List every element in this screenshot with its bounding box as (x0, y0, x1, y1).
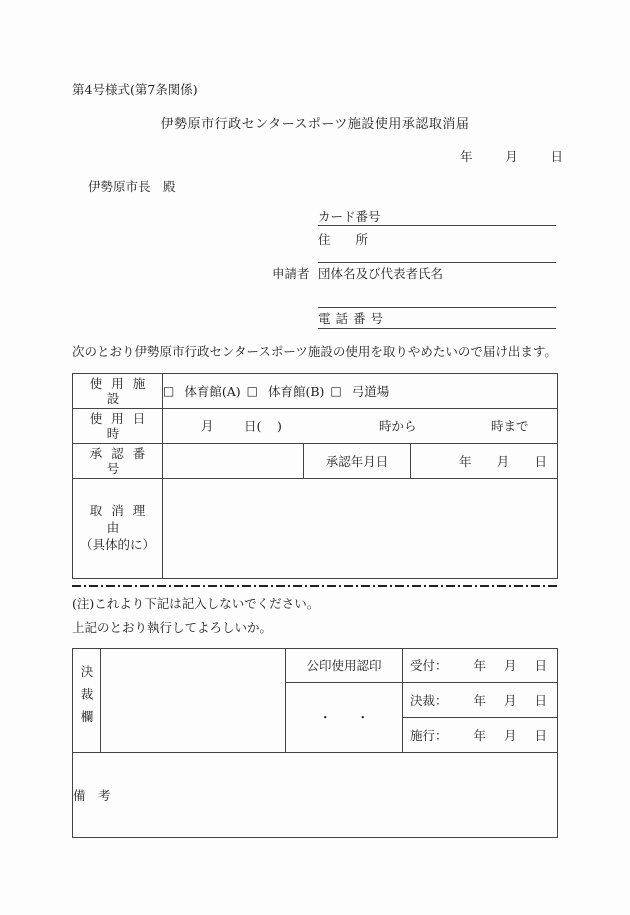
reception-label: 受付： (410, 658, 448, 673)
cancellation-reason-label-line2: （具体的に） (79, 536, 155, 552)
official-seal-label: 公印使用認印 (286, 649, 403, 683)
execution-day-label: 日 (534, 727, 547, 743)
cancellation-reason-label-line1: 取消理由 (89, 503, 155, 536)
decision-date-row[interactable] (403, 683, 558, 718)
remarks-field[interactable] (73, 753, 558, 838)
checkbox-gym-b[interactable]: □ (246, 383, 258, 398)
statement-text: 次のとおり伊勢原市行政センタースポーツ施設の使用を取りやめたいので届け出ます。 (72, 344, 557, 359)
approval-stamp-area[interactable] (101, 649, 286, 753)
execution-question: 上記のとおり執行してよろしいか。 (72, 620, 273, 635)
facility-option-gym-b-label: 体育館(B) (267, 383, 325, 399)
approval-date-label: 承認年月日 (304, 444, 411, 479)
approval-date-year-label: 年 (459, 453, 472, 469)
decision-column-label-cell (73, 649, 101, 753)
facility-options-cell (163, 374, 558, 409)
facility-option-kyudo (330, 384, 389, 399)
reception-year-label: 年 (473, 658, 487, 673)
official-seal-date-area[interactable]: ・ ・ (286, 683, 403, 753)
reception-month-label: 月 (504, 658, 517, 673)
decision-day-label: 日 (534, 692, 547, 708)
date-month-label: 月 (505, 149, 518, 164)
card-number-field[interactable] (318, 225, 556, 226)
form-number: 第4号様式(第7条関係) (72, 82, 198, 97)
checkbox-gym-a[interactable]: □ (163, 383, 175, 398)
checkbox-kyudo[interactable]: □ (330, 383, 342, 398)
remarks-label: 備 考 (73, 787, 111, 803)
decision-label: 決裁： (410, 692, 448, 708)
approval-date-month-label: 月 (496, 453, 510, 469)
date-day-label: 日 (550, 149, 563, 164)
cancellation-reason-label (73, 479, 163, 579)
datetime-field[interactable] (163, 409, 558, 444)
reception-date-row[interactable] (403, 649, 558, 683)
datetime-until-label: 時まで (491, 418, 529, 434)
phone-number-label: 電話番号 (318, 311, 389, 326)
addressee: 伊勢原市長 殿 (88, 179, 176, 194)
decision-column-label: 決裁欄 (79, 665, 94, 733)
execution-month-label: 月 (504, 727, 517, 743)
datetime-day-label: 日( (244, 418, 262, 434)
phone-number-field[interactable] (318, 328, 556, 329)
facility-option-gym-a (163, 384, 241, 399)
execution-label: 施行： (410, 727, 448, 743)
address-label: 住 所 (318, 232, 369, 247)
execution-year-label: 年 (473, 727, 487, 743)
approval-number-label: 承認番号 (73, 444, 163, 479)
datetime-paren-label: ) (277, 418, 282, 434)
facility-option-gym-b (247, 384, 325, 399)
address-field[interactable] (318, 262, 556, 263)
org-name-label: 団体名及び代表者氏名 (318, 266, 444, 281)
page-title: 伊勢原市行政センタースポーツ施設使用承認取消届 (160, 117, 470, 132)
org-name-field[interactable] (318, 307, 556, 308)
facility-option-kyudo-label: 弓道場 (351, 383, 390, 399)
decision-month-label: 月 (504, 692, 517, 708)
datetime-from-label: 時から (379, 418, 417, 434)
reception-day-label: 日 (534, 658, 547, 673)
datetime-month-label: 月 (201, 418, 214, 434)
decision-table (72, 648, 558, 838)
decision-year-label: 年 (473, 692, 487, 708)
do-not-fill-note: (注)これより下記は記入しないでください。 (72, 596, 320, 611)
applicant-label: 申請者 (272, 266, 310, 281)
cut-separator-line (72, 585, 557, 587)
approval-date-day-label: 日 (534, 453, 548, 469)
execution-date-row[interactable] (403, 718, 558, 753)
facility-row-label: 使用施設 (73, 374, 163, 409)
card-number-label: カード番号 (318, 209, 381, 224)
facility-option-gym-a-label: 体育館(A) (184, 383, 241, 399)
cancellation-reason-field[interactable] (163, 479, 558, 579)
submission-date-line (460, 149, 563, 164)
datetime-row-label: 使用日時 (73, 409, 163, 444)
cancellation-table (72, 373, 558, 579)
approval-number-field[interactable] (163, 444, 304, 479)
date-year-label: 年 (460, 149, 473, 164)
approval-date-field[interactable] (411, 444, 558, 479)
